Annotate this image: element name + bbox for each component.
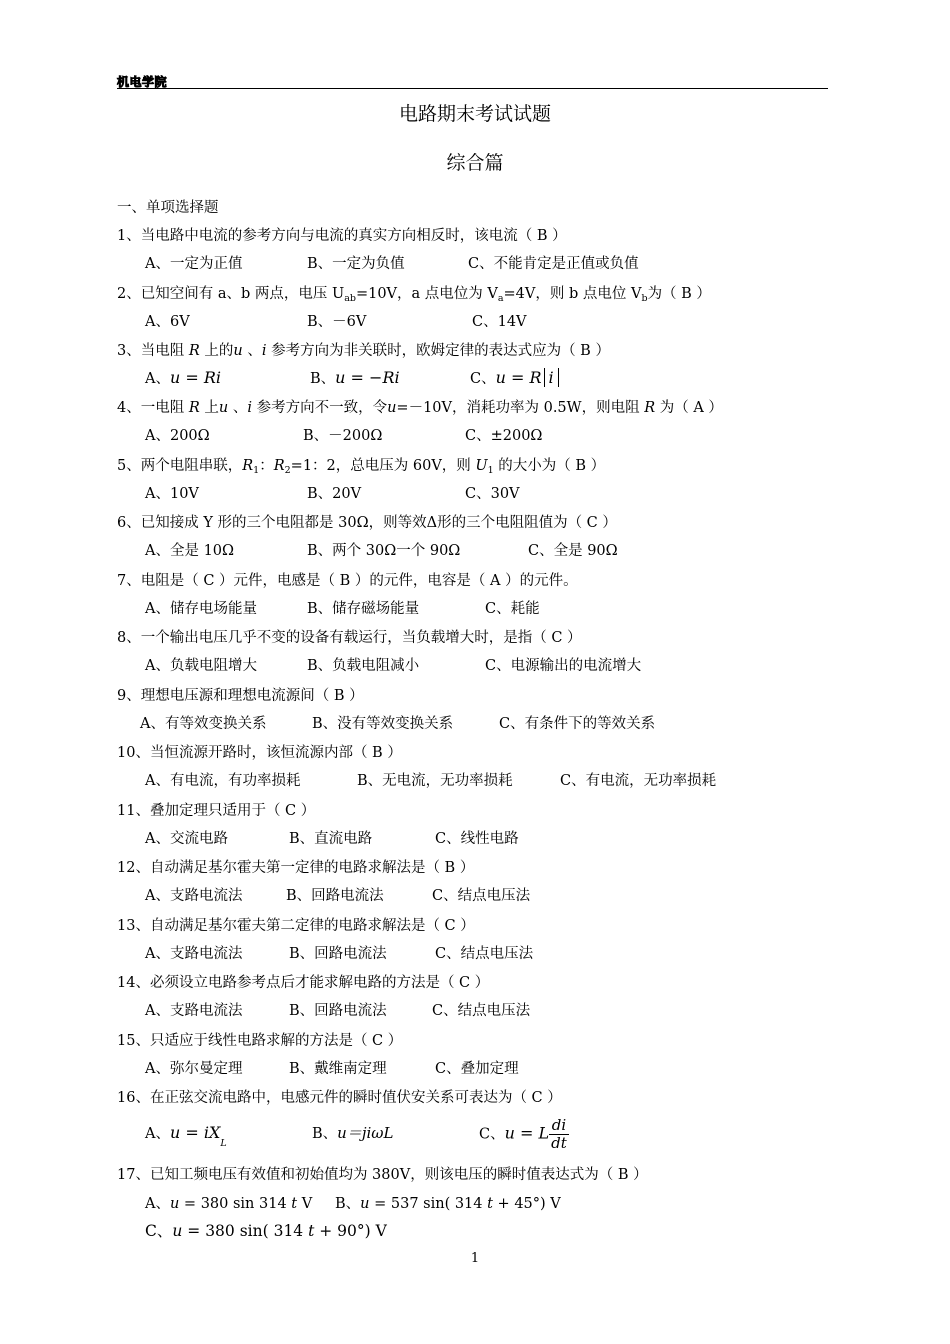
option-a: A、u = 380 sin 314 t V bbox=[145, 1196, 313, 1212]
formula: u = R bbox=[495, 368, 542, 387]
option-c: C、结点电压法 bbox=[435, 946, 534, 962]
option-a: A、10V bbox=[145, 486, 199, 502]
question-10: 10、当恒流源开路时，该恒流源内部（ B ） bbox=[117, 745, 402, 761]
question-17: 17、已知工频电压有效值和初始值均为 380V，则该电压的瞬时值表达式为（ B ） bbox=[117, 1167, 648, 1183]
option-b: B、直流电路 bbox=[289, 831, 373, 847]
option-a: A、交流电路 bbox=[145, 831, 228, 847]
option-b: B、没有等效变换关系 bbox=[312, 716, 454, 732]
option-c: C、结点电压法 bbox=[432, 888, 531, 904]
question-9: 9、理想电压源和理想电流源间（ B ） bbox=[117, 688, 364, 704]
option-b: B、u = −Ri bbox=[310, 368, 400, 387]
option-c: C、结点电压法 bbox=[432, 1003, 531, 1019]
page-number: 1 bbox=[470, 1251, 480, 1266]
question-1: 1、当电路中电流的参考方向与电流的真实方向相反时，该电流（ B ） bbox=[117, 228, 567, 244]
option-c: C、u = 380 sin( 314 t + 90°) V bbox=[145, 1222, 387, 1240]
option-a: A、支路电流法 bbox=[145, 1003, 243, 1019]
option-c: C、电源输出的电流增大 bbox=[485, 658, 642, 674]
option-c: C、14V bbox=[472, 314, 527, 330]
option-a: A、负载电阻增大 bbox=[145, 658, 257, 674]
question-15: 15、只适应于线性电路求解的方法是（ C ） bbox=[117, 1033, 403, 1049]
option-c: C、全是 90Ω bbox=[528, 543, 618, 559]
section-heading: 一、单项选择题 bbox=[117, 200, 219, 216]
question-2: 2、已知空间有 a、b 两点，电压 $U_{ab}=10V$，a 点电位为 $V_a=4V$，则 b 点电位 $V_b$为（ B ） bbox=[117, 286, 711, 304]
question-7: 7、电阻是（ C ）元件，电感是（ B ）的元件，电容是（ A ）的元件。 bbox=[117, 573, 578, 589]
option-c: C、有电流，无功率损耗 bbox=[560, 773, 717, 789]
formula: u = L bbox=[504, 1123, 550, 1143]
option-a: A、有等效变换关系 bbox=[140, 716, 267, 732]
option-c: C、耗能 bbox=[485, 601, 540, 617]
question-16: 16、在正弦交流电路中，电感元件的瞬时值伏安关系可表达为（ C ） bbox=[117, 1090, 562, 1106]
option-a: A、u = Ri bbox=[145, 368, 222, 387]
formula: u＝jiωL bbox=[337, 1124, 394, 1142]
option-b: B、戴维南定理 bbox=[289, 1061, 387, 1077]
document-title: 电路期末考试试题 bbox=[398, 103, 551, 125]
option-b: B、20V bbox=[307, 486, 362, 502]
formula: u = iX bbox=[169, 1123, 221, 1142]
page-header bbox=[117, 74, 828, 89]
option-b: B、u＝jiωL bbox=[312, 1124, 394, 1142]
option-c: C、线性电路 bbox=[435, 831, 519, 847]
option-c: C、u = R i bbox=[470, 367, 559, 390]
fraction-di-dt: $\frac{di}{dt}$ bbox=[551, 1116, 567, 1152]
option-b: B、一定为负值 bbox=[307, 256, 405, 272]
header-label: 机电学院 bbox=[117, 75, 168, 89]
option-a: A、6V bbox=[145, 314, 190, 330]
option-c: C、不能肯定是正值或负值 bbox=[468, 256, 639, 272]
option-b: B、－6V bbox=[307, 314, 367, 330]
formula: u = Ri bbox=[169, 368, 222, 387]
option-c: C、叠加定理 bbox=[435, 1061, 519, 1077]
abs-value: i bbox=[544, 368, 559, 387]
option-a: A、$u = iX_L$ bbox=[145, 1123, 227, 1149]
option-c: C、有条件下的等效关系 bbox=[499, 716, 656, 732]
question-8: 8、一个输出电压几乎不变的设备有载运行，当负载增大时，是指（ C ） bbox=[117, 630, 582, 646]
question-4: 4、一电阻 R 上u 、i 参考方向不一致，令u=－10V，消耗功率为 0.5W，则电阻 R 为（ A ） bbox=[117, 400, 723, 416]
document-subtitle: 综合篇 bbox=[446, 152, 504, 174]
option-b: B、回路电流法 bbox=[289, 946, 387, 962]
option-a: A、储存电场能量 bbox=[145, 601, 257, 617]
question-3: 3、当电阻 R 上的u 、i 参考方向为非关联时，欧姆定律的表达式应为（ B ） bbox=[117, 343, 610, 359]
option-a: A、全是 10Ω bbox=[145, 543, 235, 559]
option-b: B、u = 537 sin( 314 t + 45°) V bbox=[335, 1196, 561, 1212]
option-c: C、u = L $\frac{di}{dt}$ bbox=[479, 1116, 567, 1152]
option-b: B、回路电流法 bbox=[289, 1003, 387, 1019]
question-14: 14、必须设立电路参考点后才能求解电路的方法是（ C ） bbox=[117, 975, 490, 991]
question-12: 12、自动满足基尔霍夫第一定律的电路求解法是（ B ） bbox=[117, 860, 475, 876]
formula: u = −Ri bbox=[335, 368, 400, 387]
question-11: 11、叠加定理只适用于（ C ） bbox=[117, 803, 316, 819]
option-a: A、一定为正值 bbox=[145, 256, 243, 272]
option-a: A、200Ω bbox=[145, 428, 210, 444]
option-c: C、30V bbox=[465, 486, 520, 502]
question-6: 6、已知接成 Y 形的三个电阻都是 30Ω，则等效Δ形的三个电阻阻值为（ C ） bbox=[117, 515, 617, 531]
option-b: B、－200Ω bbox=[303, 428, 383, 444]
option-b: B、回路电流法 bbox=[286, 888, 384, 904]
question-13: 13、自动满足基尔霍夫第二定律的电路求解法是（ C ） bbox=[117, 918, 475, 934]
question-5: 5、两个电阻串联，$R_1$：$R_2=1$：2，总电压为 60V，则 $U_1$ 的大小为（ B ） bbox=[117, 458, 606, 476]
option-a: A、有电流，有功率损耗 bbox=[145, 773, 301, 789]
option-a: A、弥尔曼定理 bbox=[145, 1061, 243, 1077]
option-c: C、±200Ω bbox=[465, 428, 543, 444]
option-b: B、负载电阻减小 bbox=[307, 658, 420, 674]
option-a: A、支路电流法 bbox=[145, 888, 243, 904]
option-b: B、无电流，无功率损耗 bbox=[357, 773, 513, 789]
option-b: B、储存磁场能量 bbox=[307, 601, 420, 617]
option-a: A、支路电流法 bbox=[145, 946, 243, 962]
option-b: B、两个 30Ω一个 90Ω bbox=[307, 543, 461, 559]
